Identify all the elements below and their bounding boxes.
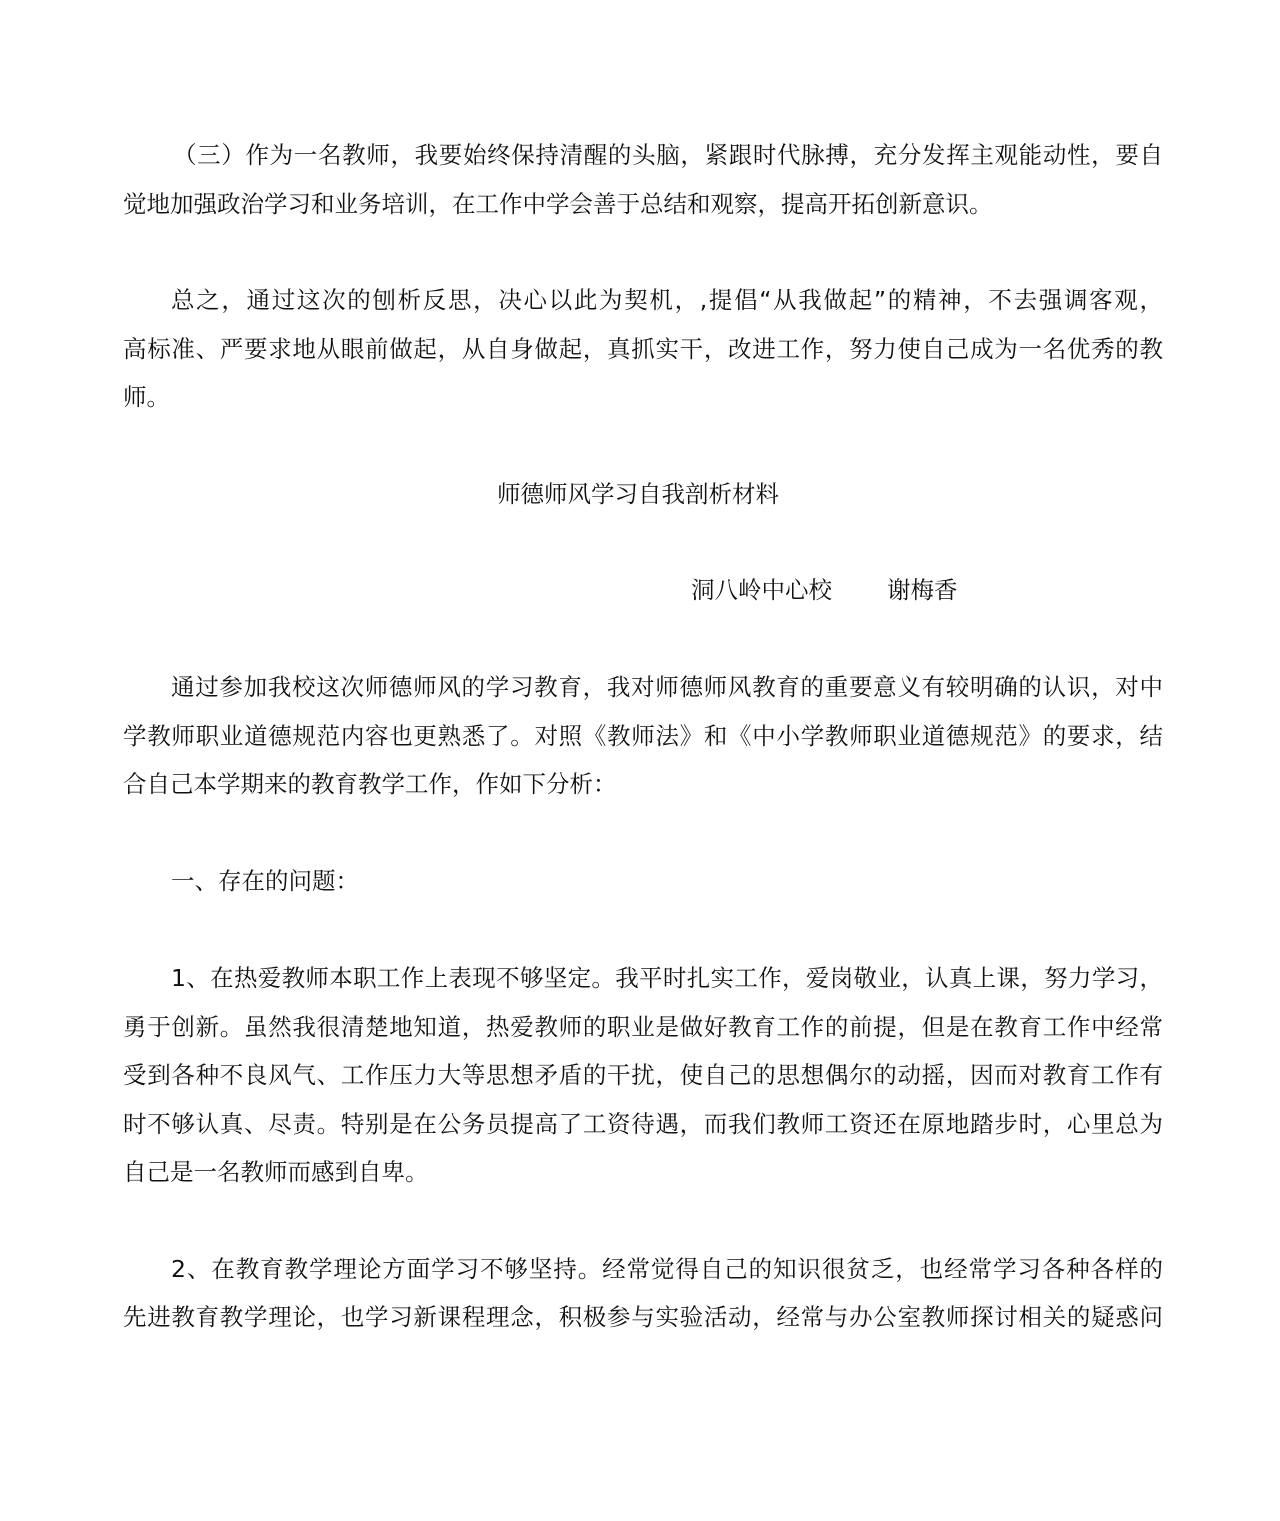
author-name: 谢梅香 (887, 576, 958, 604)
paragraph-line: 通过参加我校这次师德师风的学习教育，我对师德师风教育的重要意义有较明确的认识，对中 (171, 673, 1163, 701)
paragraph-line: 觉地加强政治学习和业务培训，在工作中学会善于总结和观察，提高开拓创新意识。 (123, 190, 993, 218)
paragraph-line: 先进教育教学理论，也学习新课程理念，积极参与实验活动，经常与办公室教师探讨相关的疑惑问 (123, 1303, 1163, 1331)
paragraph-line: 师。 (123, 383, 170, 411)
document-title: 师德师风学习自我剖析材料 (497, 480, 779, 508)
paragraph-line: 学教师职业道德规范内容也更熟悉了。对照《教师法》和《中小学教师职业道德规范》的要求，结 (123, 722, 1163, 750)
paragraph-line: 自己是一名教师而感到自卑。 (123, 1158, 429, 1186)
paragraph-line: 受到各种不良风气、工作压力大等思想矛盾的干扰，使自己的思想偶尔的动摇，因而对教育工作有 (123, 1061, 1163, 1089)
paragraph-line: 时不够认真、尽责。特别是在公务员提高了工资待遇，而我们教师工资还在原地踏步时，心里总为 (123, 1110, 1163, 1138)
school-name: 洞八岭中心校 (691, 576, 832, 604)
paragraph-line: 合自己本学期来的教育教学工作，作如下分析： (123, 770, 617, 798)
paragraph-line: 总之，通过这次的刨析反思，决心以此为契机，,提倡“从我做起”的精神，不去强调客观， (171, 286, 1163, 314)
paragraph-line: 1、在热爱教师本职工作上表现不够坚定。我平时扎实工作，爱岗敬业，认真上课，努力学习， (171, 964, 1163, 992)
paragraph-line: 高标准、严要求地从眼前做起，从自身做起，真抓实干，改进工作，努力使自己成为一名优秀的教 (123, 335, 1163, 363)
paragraph-line: 2、在教育教学理论方面学习不够坚持。经常觉得自己的知识很贫乏，也经常学习各种各样的 (171, 1255, 1163, 1283)
paragraph-line: 勇于创新。虽然我很清楚地知道，热爱教师的职业是做好教育工作的前提，但是在教育工作中经常 (123, 1013, 1163, 1041)
section-heading: 一、存在的问题： (171, 867, 359, 895)
paragraph-line: （三）作为一名教师，我要始终保持清醒的头脑，紧跟时代脉搏，充分发挥主观能动性，要自 (173, 141, 1163, 169)
